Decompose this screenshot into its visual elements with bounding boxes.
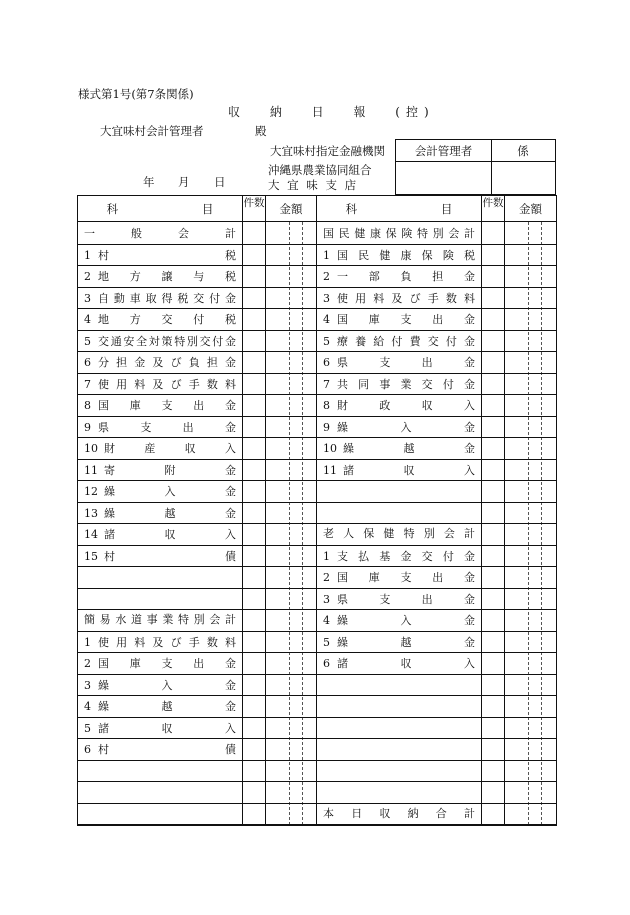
list-item bbox=[84, 331, 236, 352]
item-name: 分担金及び負担金 bbox=[98, 356, 236, 369]
item-name: 繰 入 金 bbox=[104, 485, 236, 498]
item-name: 地 方 譲 与 税 bbox=[98, 270, 236, 283]
row-line bbox=[317, 717, 556, 718]
item-name: 村 債 bbox=[104, 549, 236, 563]
list-item bbox=[84, 546, 236, 567]
item-name: 国 民 健 康 保 険 税 bbox=[337, 248, 475, 262]
item-number: 4 bbox=[84, 700, 91, 713]
item-name: 国 庫 支 出 金 bbox=[337, 313, 475, 326]
item-number: 5 bbox=[84, 334, 91, 348]
date-month: 月 bbox=[178, 175, 190, 189]
list-item bbox=[323, 352, 475, 373]
header-count-right: 件数 bbox=[482, 197, 504, 209]
row-line bbox=[317, 738, 556, 739]
list-item bbox=[323, 610, 475, 631]
item-name: 繰 越 金 bbox=[104, 506, 236, 520]
col-line bbox=[481, 196, 482, 825]
item-name: 支払基金交付金 bbox=[337, 549, 475, 563]
item-number: 1 bbox=[323, 549, 330, 563]
list-item bbox=[84, 696, 236, 717]
list-item bbox=[84, 266, 236, 287]
total-label: 本 日 収 納 合 計 bbox=[323, 807, 475, 820]
elderly-account-title: 老人保健特別会計 bbox=[323, 527, 475, 540]
item-number: 5 bbox=[323, 334, 330, 348]
header-subject-right: 科 目 bbox=[345, 202, 453, 216]
institution-label: 大宜味村指定金融機関 bbox=[270, 144, 385, 158]
item-number: 11 bbox=[323, 463, 337, 477]
item-number: 1 bbox=[323, 248, 330, 262]
row-line bbox=[317, 760, 556, 761]
item-name: 地 方 交 付 税 bbox=[98, 313, 236, 326]
staff-stamp-area[interactable] bbox=[494, 163, 553, 192]
list-item bbox=[84, 309, 236, 330]
list-item bbox=[84, 417, 236, 438]
item-number: 8 bbox=[84, 399, 91, 412]
item-name: 村 税 bbox=[98, 248, 236, 262]
item-name: 県 支 出 金 bbox=[98, 420, 236, 434]
row-line bbox=[317, 781, 556, 782]
item-name: 寄 附 金 bbox=[104, 463, 236, 477]
item-name: 繰 入 金 bbox=[98, 678, 236, 692]
list-item bbox=[84, 374, 236, 395]
item-number: 6 bbox=[84, 743, 91, 756]
item-number: 7 bbox=[84, 377, 91, 391]
row-line bbox=[317, 502, 556, 503]
item-number: 14 bbox=[84, 528, 98, 541]
item-number: 7 bbox=[323, 377, 330, 391]
item-name: 諸 収 入 bbox=[337, 657, 475, 670]
date-year: 年 bbox=[143, 175, 155, 189]
row-line bbox=[78, 824, 316, 825]
header-amount-right: 金額 bbox=[519, 202, 542, 216]
item-number: 3 bbox=[84, 291, 91, 305]
header-subject-left: 科 目 bbox=[106, 202, 214, 216]
item-number: 2 bbox=[84, 270, 91, 283]
honorific: 殿 bbox=[255, 124, 267, 138]
row-line bbox=[78, 781, 316, 782]
bank-name: 沖縄県農業協同組合 bbox=[268, 163, 372, 177]
list-item bbox=[84, 481, 236, 502]
item-number: 4 bbox=[84, 313, 91, 326]
date-day: 日 bbox=[214, 175, 226, 189]
item-name: 財 産 収 入 bbox=[104, 442, 236, 455]
list-item bbox=[323, 653, 475, 674]
list-item bbox=[84, 718, 236, 739]
list-item bbox=[323, 266, 475, 287]
list-item bbox=[84, 460, 236, 481]
approval-col-staff: 係 bbox=[517, 144, 529, 158]
list-item bbox=[323, 245, 475, 266]
list-item bbox=[323, 589, 475, 610]
item-number: 6 bbox=[84, 356, 91, 369]
item-number: 8 bbox=[323, 399, 330, 412]
list-item bbox=[84, 503, 236, 524]
item-name: 交通安全対策特別交付金 bbox=[98, 334, 236, 348]
item-name: 使用料及び手数料 bbox=[337, 291, 475, 305]
item-name: 県 支 出 金 bbox=[337, 592, 475, 606]
item-number: 3 bbox=[323, 592, 330, 606]
item-number: 4 bbox=[323, 614, 330, 627]
list-item bbox=[84, 395, 236, 416]
approval-box bbox=[395, 139, 556, 195]
header-line bbox=[78, 221, 556, 222]
center-divider bbox=[316, 196, 317, 825]
item-number: 6 bbox=[323, 657, 330, 670]
list-item bbox=[84, 632, 236, 653]
list-item bbox=[323, 438, 475, 459]
addressee: 大宜味村会計管理者 bbox=[100, 124, 204, 138]
item-number: 3 bbox=[84, 678, 91, 692]
item-name: 財 政 収 入 bbox=[337, 399, 475, 412]
item-name: 村 債 bbox=[98, 743, 236, 756]
item-name: 国 庫 支 出 金 bbox=[337, 571, 475, 584]
list-item bbox=[323, 309, 475, 330]
approval-col-manager: 会計管理者 bbox=[414, 144, 473, 158]
list-item bbox=[84, 675, 236, 696]
list-item bbox=[84, 245, 236, 266]
item-number: 3 bbox=[323, 291, 330, 305]
item-number: 13 bbox=[84, 506, 98, 520]
item-name: 国 庫 支 出 金 bbox=[98, 657, 236, 670]
item-number: 12 bbox=[84, 485, 98, 498]
list-item bbox=[323, 374, 475, 395]
list-item bbox=[323, 331, 475, 352]
health-account-title: 国民健康保険特別会計 bbox=[323, 227, 475, 240]
item-name: 共同事業交付金 bbox=[337, 377, 475, 391]
form-number: 様式第1号(第7条関係) bbox=[78, 87, 194, 101]
item-number: 15 bbox=[84, 549, 98, 563]
row-line bbox=[317, 695, 556, 696]
item-number: 2 bbox=[323, 270, 330, 283]
item-name: 諸 収 入 bbox=[343, 463, 475, 477]
item-name: 国 庫 支 出 金 bbox=[98, 399, 236, 412]
item-number: 9 bbox=[323, 420, 330, 434]
ledger-table bbox=[77, 195, 557, 826]
col-line bbox=[265, 196, 266, 825]
item-number: 9 bbox=[84, 420, 91, 434]
water-account-title: 簡易水道事業特別会計 bbox=[84, 613, 236, 626]
list-item bbox=[84, 352, 236, 373]
item-name: 療養給付費交付金 bbox=[337, 334, 475, 348]
list-item bbox=[84, 524, 236, 545]
item-number: 5 bbox=[84, 721, 91, 735]
item-number: 1 bbox=[84, 635, 91, 649]
item-number: 6 bbox=[323, 356, 330, 369]
item-number: 5 bbox=[323, 635, 330, 649]
list-item bbox=[323, 546, 475, 567]
list-item bbox=[323, 632, 475, 653]
row-line bbox=[78, 803, 316, 804]
list-item bbox=[323, 288, 475, 309]
item-name: 諸 収 入 bbox=[104, 528, 236, 541]
row-line bbox=[317, 824, 556, 825]
item-name: 諸 収 入 bbox=[98, 721, 236, 735]
item-number: 4 bbox=[323, 313, 330, 326]
manager-stamp-area[interactable] bbox=[398, 163, 489, 192]
item-number: 2 bbox=[323, 571, 330, 584]
item-number: 10 bbox=[323, 442, 337, 455]
general-account-title: 一 般 会 計 bbox=[84, 227, 236, 240]
list-item bbox=[84, 653, 236, 674]
item-name: 繰 越 金 bbox=[98, 700, 236, 713]
item-name: 繰 入 金 bbox=[337, 614, 475, 627]
header-count-left: 件数 bbox=[243, 197, 265, 209]
item-number: 10 bbox=[84, 442, 98, 455]
row-line bbox=[78, 588, 316, 589]
item-number: 1 bbox=[84, 248, 91, 262]
bank-branch: 大 宜 味 支 店 bbox=[268, 178, 357, 192]
list-item bbox=[84, 438, 236, 459]
list-item bbox=[323, 460, 475, 481]
item-number: 2 bbox=[84, 657, 91, 670]
item-name: 使用料及び手数料 bbox=[98, 377, 236, 391]
item-number: 11 bbox=[84, 463, 98, 477]
header-amount-left: 金額 bbox=[279, 202, 303, 216]
list-item bbox=[84, 739, 236, 760]
item-name: 使用料及び手数料 bbox=[98, 635, 236, 649]
approval-header-line bbox=[396, 161, 555, 162]
item-name: 県 支 出 金 bbox=[337, 356, 475, 369]
item-name: 自動車取得税交付金 bbox=[98, 291, 236, 305]
col-line bbox=[504, 196, 505, 825]
list-item bbox=[323, 567, 475, 588]
item-name: 繰 越 金 bbox=[337, 635, 475, 649]
col-line bbox=[242, 196, 243, 825]
list-item bbox=[323, 395, 475, 416]
item-name: 繰 入 金 bbox=[337, 420, 475, 434]
list-item bbox=[323, 417, 475, 438]
list-item bbox=[84, 288, 236, 309]
item-name: 繰 越 金 bbox=[343, 442, 475, 455]
item-name: 一 部 負 担 金 bbox=[337, 270, 475, 283]
form-title: 収 納 日 報 (控) bbox=[228, 105, 435, 119]
